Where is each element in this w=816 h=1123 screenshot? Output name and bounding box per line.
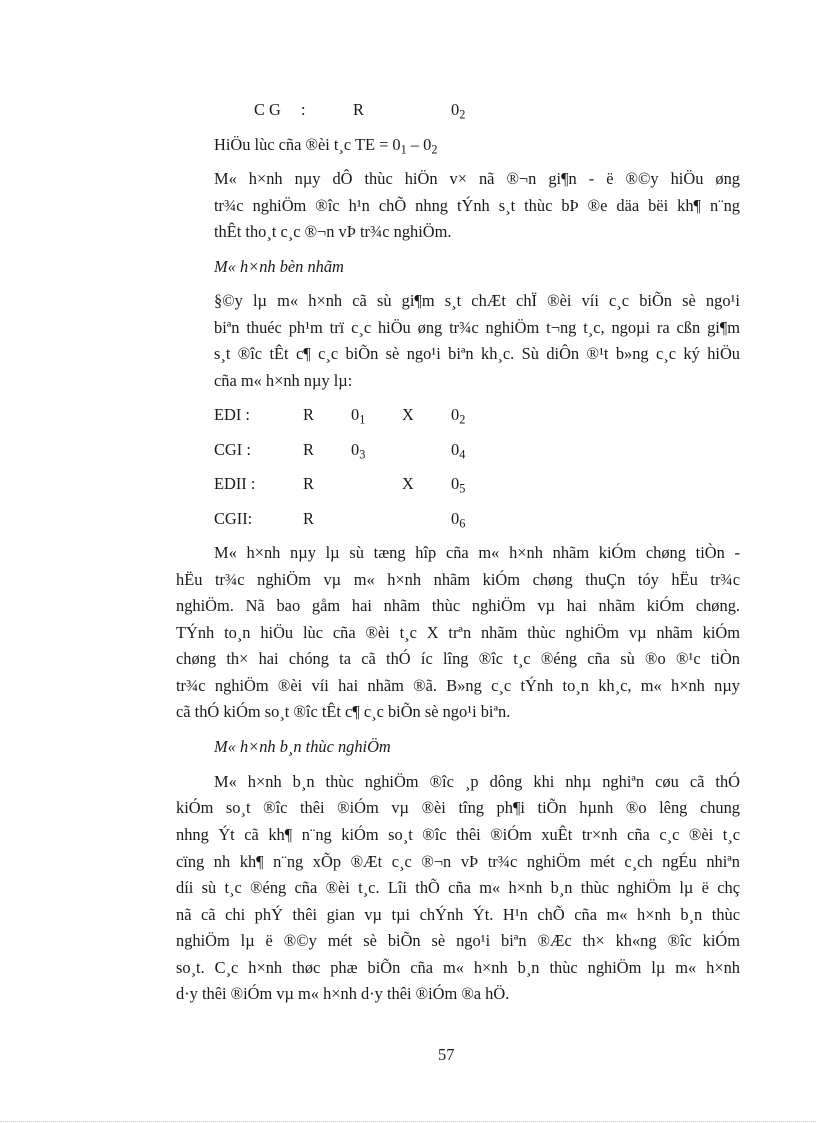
paragraph-line: hËu tr¾c nghiÖm vµ m« h×nh nhãm kiÓm chøng thuÇn tóy hËu tr¾c	[176, 570, 740, 589]
paragraph-line: tr¾c nghiÖm ®îc h¹n chÕ nhng tÝnh s¸t thùc bÞ ®e däa bëi kh¶ n¨ng	[214, 196, 740, 215]
paragraph-line: thÊt tho¸t c¸c ®¬n vÞ tr¾c nghiÖm.	[214, 222, 452, 241]
paragraph-line: tr¾c nghiÖm ®èi víi hai nhãm ®ã. B»ng c¸c tÝnh to¸n kh¸c, m« h×nh nµy	[176, 676, 740, 695]
paragraph-line: §©y lµ m« h×nh cã sù gi¶m s¸t chÆt chÏ ®èi víi c¸c biÕn sè ngo¹i	[214, 291, 740, 310]
paragraph-line: nghiÖm lµ ë ®©y mét sè biÕn sè ngo¹i biªn ®Æc th× kh«ng ®îc kiÓm	[176, 931, 740, 950]
paragraph-line: cïng nh kh¶ n¨ng xÕp ®Æt c¸c ®¬n vÞ tr¾c nghiÖm mét c¸ch ngÉu nhiªn	[176, 852, 740, 871]
row-label: EDI :	[214, 405, 250, 424]
paragraph-line: nhng Ýt cã kh¶ n¨ng kiÓm so¸t ®îc thêi ®iÓm xuÊt tr×nh cña c¸c ®èi t¸c	[176, 825, 740, 844]
effect-formula: HiÖu lùc cña ®èi t¸c TE = $0_1 - 0_2$	[214, 135, 438, 157]
paragraph-line: díi sù t¸c ®éng cña ®èi t¸c. Lîi thÕ cña m« h×nh b¸n thùc nghiÖm lµ ë chç	[176, 878, 740, 897]
paragraph-line: M« h×nh nµy dÔ thùc hiÖn v× nã ®¬n gi¶n - ë ®©y hiÖu øng	[214, 169, 740, 188]
row-label: CGI :	[214, 440, 251, 459]
paragraph-line: kiÓm so¸t ®îc thêi ®iÓm vµ ®èi tîng ph¶i tiÕn hµnh ®o lêng chung	[176, 798, 740, 817]
row-r: R	[303, 509, 314, 528]
cg-o: $0_2$	[451, 100, 466, 122]
page-number: 57	[438, 1045, 455, 1064]
cg-colon: :	[301, 100, 306, 119]
row-label: CGII:	[214, 509, 253, 528]
section-heading: M« h×nh bèn nhãm	[214, 257, 344, 276]
row-x: X	[402, 474, 414, 493]
row-label: EDII :	[214, 474, 256, 493]
row-o2: $0_4$	[451, 440, 466, 462]
paragraph-line: cã thÓ kiÓm so¸t ®îc tÊt c¶ c¸c biÕn sè ngo¹i biªn.	[176, 702, 511, 721]
row-r: R	[303, 405, 314, 424]
paragraph-line: so¸t. C¸c h×nh thøc phæ biÕn cña m« h×nh b¸n thùc nghiÖm lµ m« h×nh	[176, 958, 740, 977]
row-o2: $0_5$	[451, 474, 466, 496]
row-o1: $0_3$	[351, 440, 366, 462]
row-r: R	[303, 474, 314, 493]
paragraph-line: cña m« h×nh nµy lµ:	[214, 371, 353, 390]
paragraph-line: s¸t ®îc tÊt c¶ c¸c biÕn sè ngo¹i biªn kh¸c. Sù diÔn ®¹t b»ng c¸c ký hiÖu	[214, 344, 740, 363]
row-r: R	[303, 440, 314, 459]
paragraph-line: nghiÖm. Nã bao gåm hai nhãm thùc nghiÖm vµ hai nhãm kiÓm chøng.	[176, 596, 740, 615]
paragraph-line: TÝnh to¸n hiÖu lùc cña ®èi t¸c X trªn nhãm thùc nghiÖm vµ nhãm kiÓm	[176, 623, 740, 642]
paragraph-line: chøng th× hai chóng ta cã thÓ íc lîng ®îc t¸c ®éng cña sù ®o ®¹c tiÒn	[176, 649, 740, 668]
row-o1: $0_1$	[351, 405, 366, 427]
paragraph-line: biªn thuéc ph¹m trï c¸c hiÖu øng tr¾c nghiÖm t¬ng t¸c, ngoµi ra cßn gi¶m	[214, 318, 740, 337]
paragraph-line: nã cã chi phÝ thêi gian vµ tµi chÝnh Ýt. H¹n chÕ cña m« h×nh b¸n thùc	[176, 905, 740, 924]
paragraph-line: M« h×nh b¸n thùc nghiÖm ®îc ¸p dông khi nhµ nghiªn cøu cã thÓ	[214, 772, 740, 791]
paragraph-line: d·y thêi ®iÓm vµ m« h×nh d·y thêi ®iÓm ®a hÖ.	[176, 984, 510, 1003]
page-bottom-divider	[0, 1121, 816, 1122]
cg-r: R	[353, 100, 364, 119]
paragraph-line: M« h×nh nµy lµ sù tæng hîp cña m« h×nh nhãm kiÓm chøng tiÒn -	[214, 543, 740, 562]
row-o2: $0_2$	[451, 405, 466, 427]
row-o2: $0_6$	[451, 509, 466, 531]
row-x: X	[402, 405, 414, 424]
section-heading: M« h×nh b¸n thùc nghiÖm	[214, 737, 391, 756]
cg-label: C G	[254, 100, 281, 119]
